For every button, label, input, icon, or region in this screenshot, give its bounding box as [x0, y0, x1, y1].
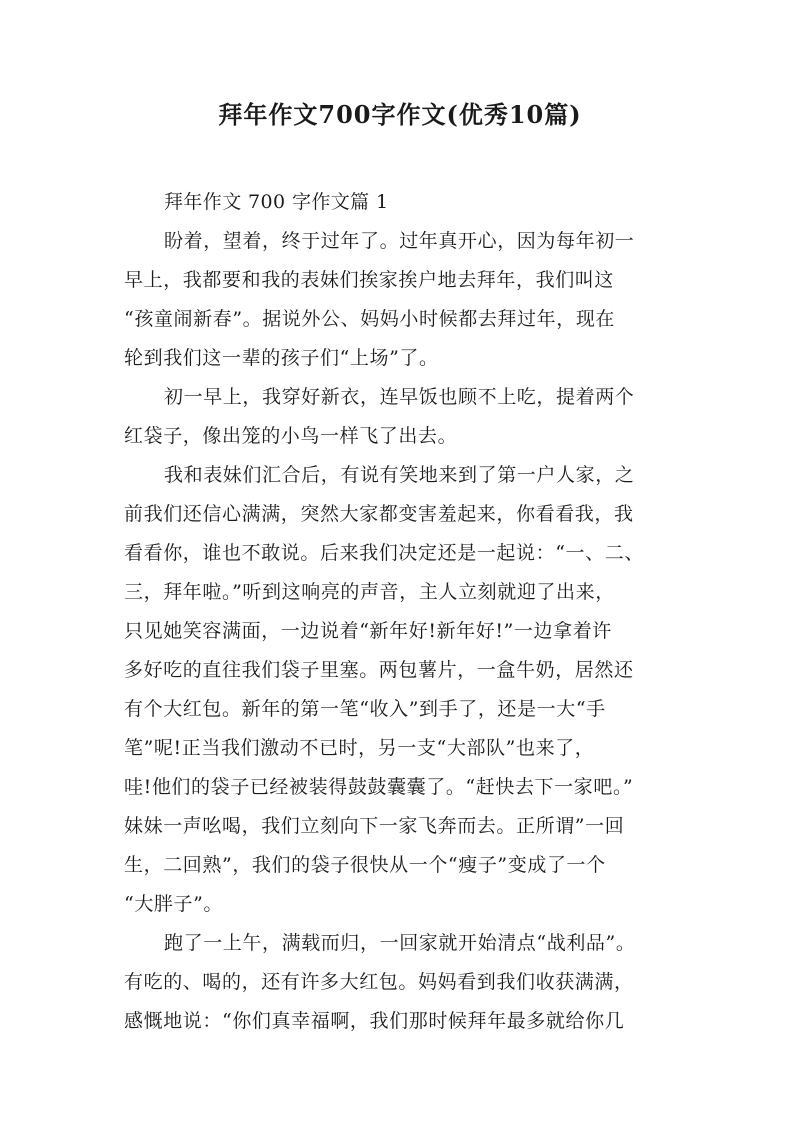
- text-line: “孩童闹新春”。据说外公、妈妈小时候都去拜过年，现在: [124, 308, 616, 330]
- text-line: 前我们还信心满满，突然大家都变害羞起来，你看看我，我: [124, 503, 634, 525]
- document-title: 拜年作文700字作文(优秀10篇): [218, 100, 582, 129]
- section-heading: 拜年作文 700 字作文篇 1: [164, 191, 389, 213]
- text-line: “大胖子”。: [124, 893, 224, 915]
- text-line: 生，二回熟”，我们的袋子很快从一个“瘦子”变成了一个: [124, 854, 606, 876]
- text-line: 哇!他们的袋子已经被装得鼓鼓囊囊了。“赶快去下一家吧。”: [124, 776, 634, 798]
- text-line: 只见她笑容满面，一边说着“新年好!新年好!”一边拿着许: [124, 620, 612, 642]
- text-line: 有个大红包。新年的第一笔“收入”到手了，还是一大“手: [124, 698, 606, 720]
- text-line: 笔”呢!正当我们激动不已时，另一支“大部队”也来了，: [124, 737, 595, 759]
- text-line: 早上，我都要和我的表妹们挨家挨户地去拜年，我们叫这: [124, 269, 615, 291]
- text-line: 红袋子，像出笼的小鸟一样飞了出去。: [124, 425, 458, 447]
- text-line: 多好吃的直往我们袋子里塞。两包薯片，一盒牛奶，居然还: [124, 659, 634, 681]
- text-line: 妹妹一声吆喝，我们立刻向下一家飞奔而去。正所谓”一回: [124, 815, 625, 837]
- text-line: 盼着，望着，终于过年了。过年真开心，因为每年初一: [164, 230, 635, 252]
- text-line: 我和表妹们汇合后，有说有笑地来到了第一户人家，之: [164, 464, 635, 486]
- text-line: 跑了一上午，满载而归，一回家就开始清点“战利品”。: [164, 932, 636, 954]
- text-line: 三，拜年啦。”听到这响亮的声音，主人立刻就迎了出来，: [124, 581, 615, 603]
- text-line: 轮到我们这一辈的孩子们“上场”了。: [124, 347, 439, 369]
- document-body: [124, 183, 680, 1041]
- text-line: 看看你，谁也不敢说。后来我们决定还是一起说：“一、二、: [124, 542, 644, 564]
- text-line: 初一早上，我穿好新衣，连早饭也顾不上吃，提着两个: [164, 386, 635, 408]
- text-line: 有吃的、喝的，还有许多大红包。妈妈看到我们收获满满，: [124, 971, 634, 993]
- body-text: [124, 222, 680, 1041]
- text-line: 感慨地说：“你们真幸福啊，我们那时候拜年最多就给你几: [124, 1010, 625, 1032]
